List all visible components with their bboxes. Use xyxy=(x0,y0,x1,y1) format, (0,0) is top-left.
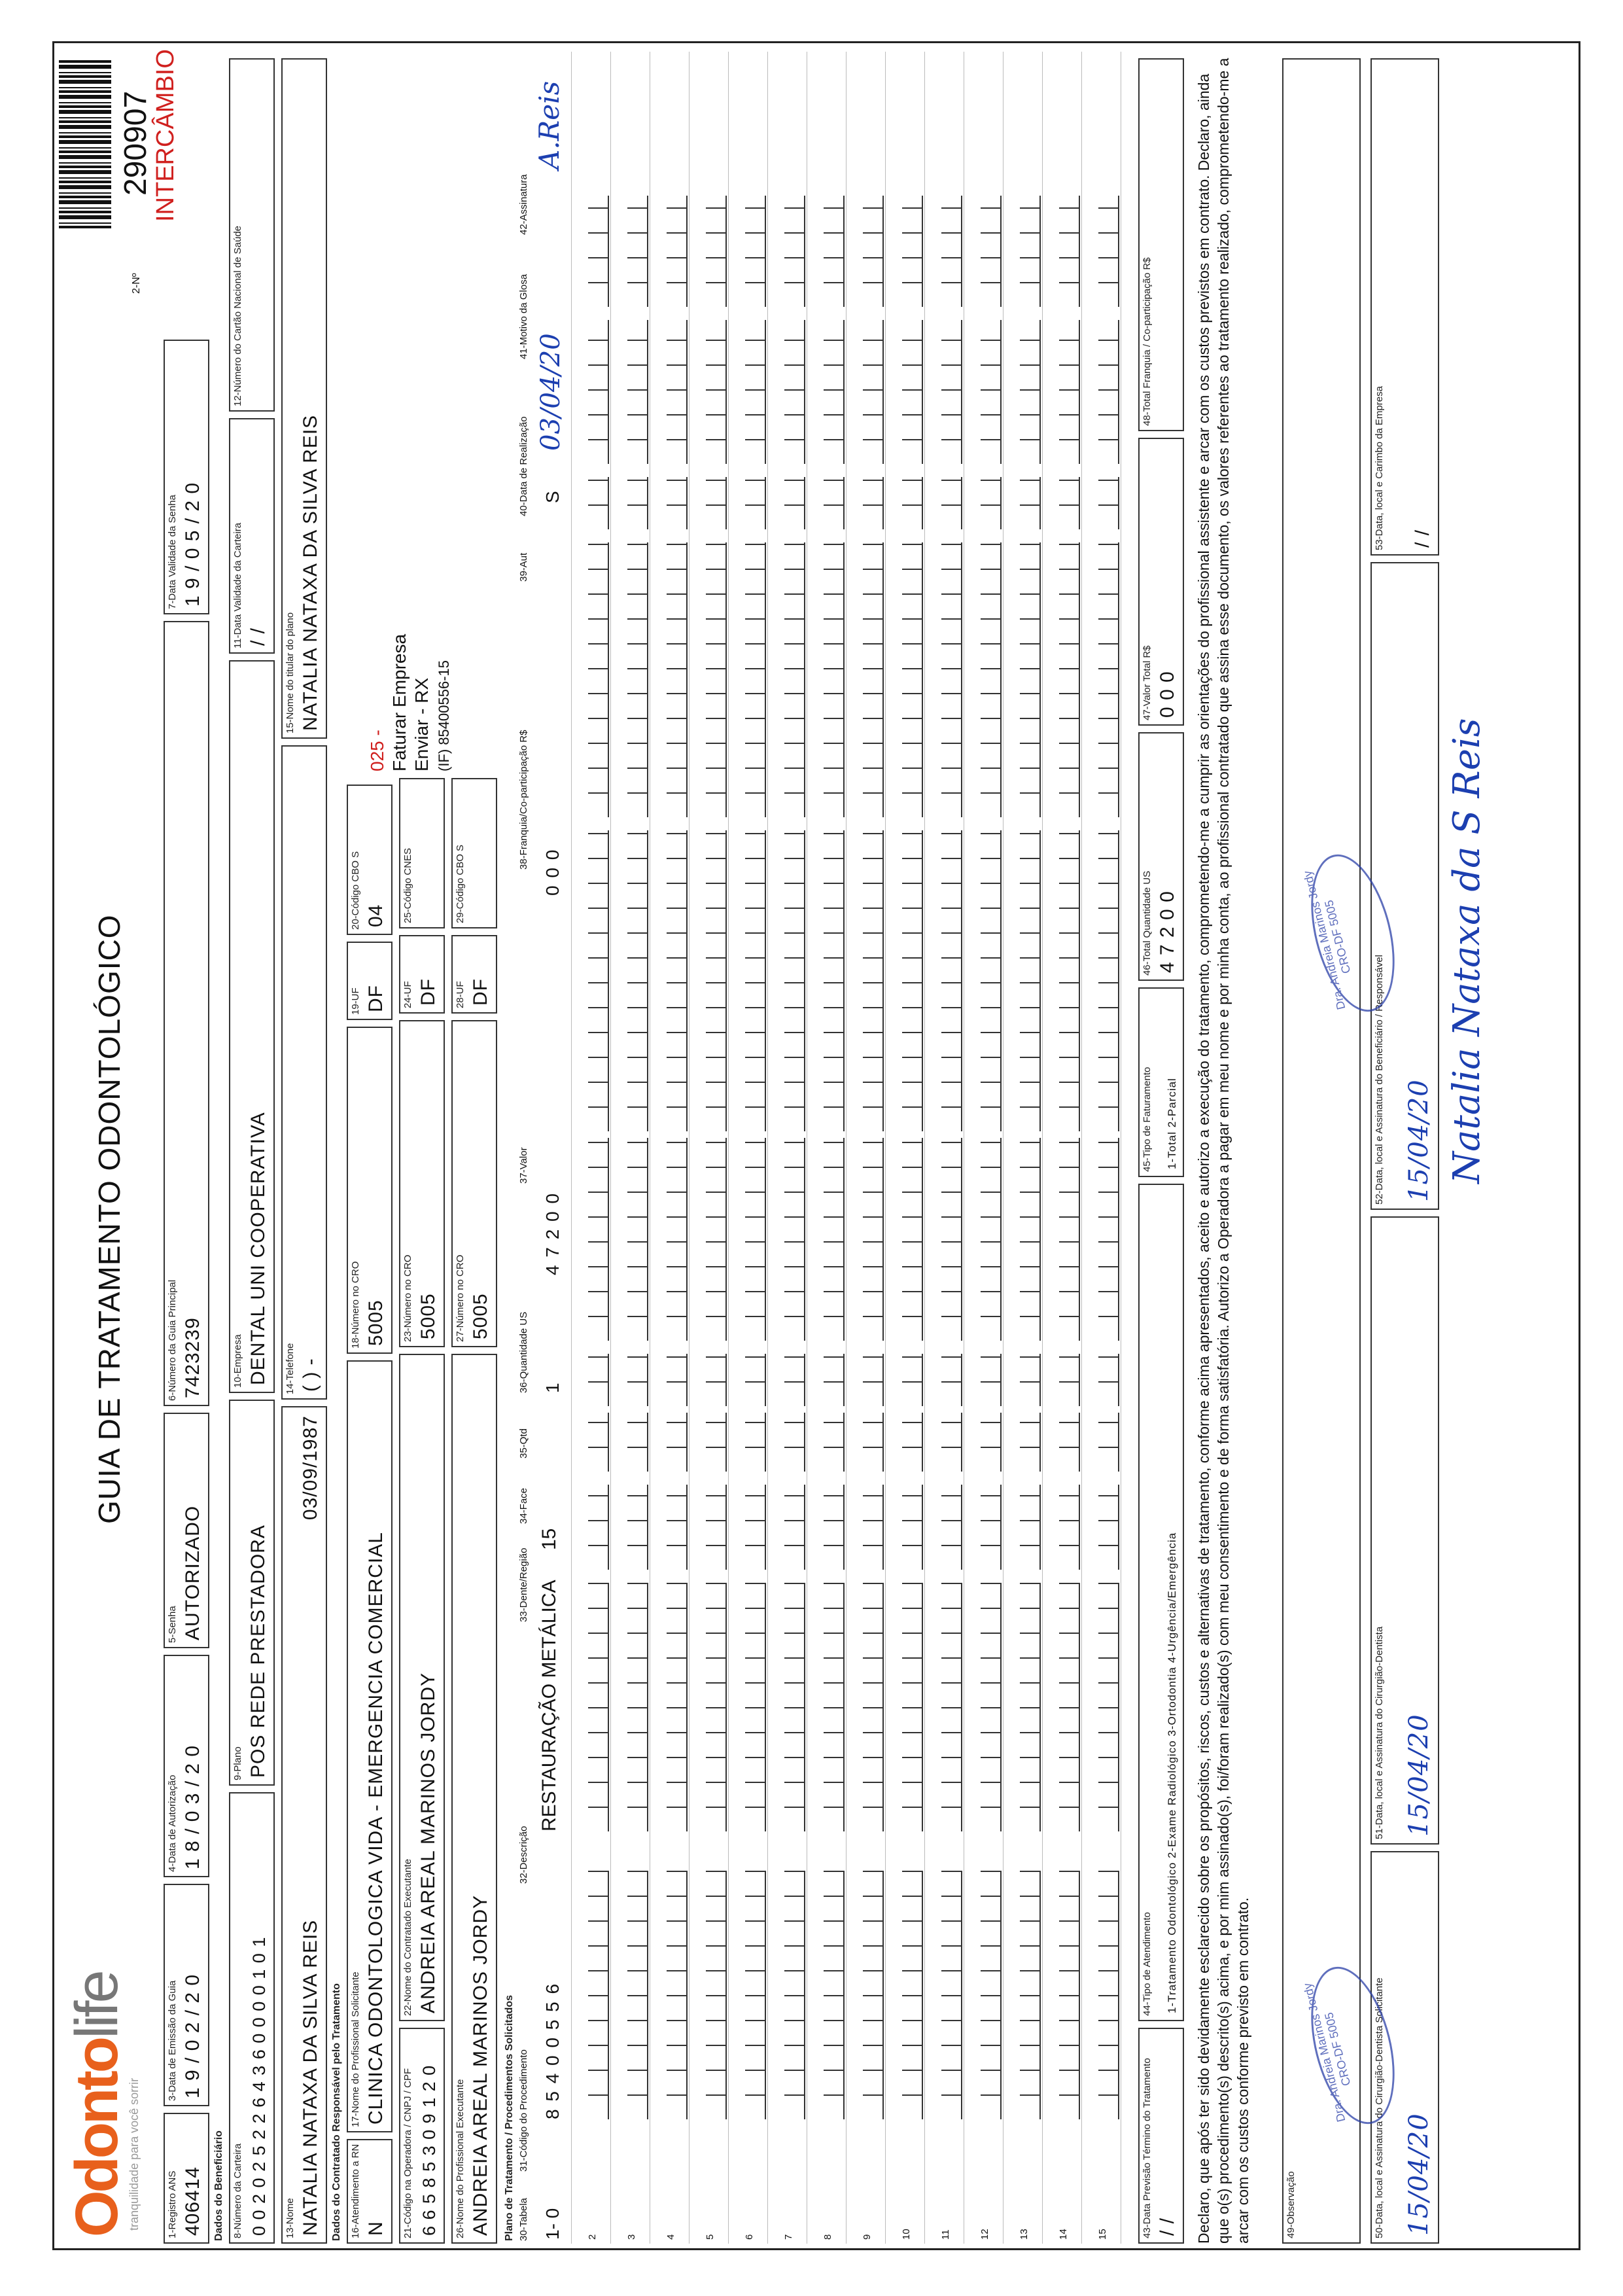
input-cells xyxy=(745,477,766,529)
input-cells xyxy=(981,830,1002,1131)
input-cells xyxy=(1020,1413,1041,1472)
input-cells xyxy=(1020,320,1041,464)
col-valor: 37-Valor xyxy=(518,1147,529,1184)
input-cells xyxy=(667,830,688,1131)
input-cells xyxy=(784,1138,805,1341)
input-cells xyxy=(981,1354,1002,1406)
input-cells xyxy=(627,1354,648,1406)
col-data-realizacao: 40-Data de Realização xyxy=(518,416,529,516)
input-cells xyxy=(824,1485,845,1570)
row-number: 13 xyxy=(1019,2229,1030,2240)
row-number: 3 xyxy=(626,2234,637,2240)
table-row xyxy=(1004,52,1043,2244)
input-cells xyxy=(706,1485,727,1570)
field-uf-contratado: 24-UF DF xyxy=(399,935,445,1014)
table-row xyxy=(572,52,611,2244)
input-cells xyxy=(784,196,805,307)
input-cells xyxy=(902,1871,923,2119)
input-cells xyxy=(863,1413,884,1472)
input-cells xyxy=(784,320,805,464)
field-uf-solicitante: 19-UF DF xyxy=(347,942,393,1020)
input-cells xyxy=(902,1354,923,1406)
field-cartao-nacional: 12-Número do Cartão Nacional de Saúde xyxy=(229,58,275,412)
input-cells xyxy=(706,320,727,464)
table-row xyxy=(886,52,925,2244)
input-cells xyxy=(1059,542,1080,817)
input-cells xyxy=(824,1583,845,1831)
input-cells xyxy=(706,477,727,529)
input-cells xyxy=(863,196,884,307)
table-row xyxy=(729,52,768,2244)
input-cells xyxy=(824,196,845,307)
field-cbo-executante: 29-Código CBO S xyxy=(451,778,497,928)
input-cells xyxy=(1098,1354,1119,1406)
field-cro-executante: 27-Número no CRO 5005 xyxy=(451,1020,497,1347)
input-cells xyxy=(902,542,923,817)
table-row xyxy=(808,52,846,2244)
input-cells xyxy=(745,1138,766,1341)
field-telefone: 14-Telefone ( ) - xyxy=(281,745,327,1400)
table-row xyxy=(612,52,650,2244)
input-cells xyxy=(627,1583,648,1831)
table-row xyxy=(847,52,886,2244)
input-cells xyxy=(1059,477,1080,529)
field-assinatura-beneficiario: 52-Data, local e Assinatura do Beneficiário / Responsável 15/04/20 xyxy=(1370,562,1439,1210)
input-cells xyxy=(588,542,609,817)
input-cells xyxy=(1059,1413,1080,1472)
input-cells xyxy=(706,830,727,1131)
input-cells xyxy=(863,1354,884,1406)
input-cells xyxy=(902,196,923,307)
input-cells xyxy=(627,1871,648,2119)
input-cells xyxy=(627,196,648,307)
field-cbo-solicitante: 20-Código CBO S 04 xyxy=(347,785,393,935)
section-procedimentos: Plano de Tratamento / Procedimentos Solicitados xyxy=(504,1994,515,2241)
field-cro-solicitante: 18-Número no CRO 5005 xyxy=(347,1027,393,1354)
field-total-franquia: 48-Total Franquia / Co-participação R$ xyxy=(1138,58,1184,431)
table-row xyxy=(1043,52,1082,2244)
input-cells xyxy=(667,320,688,464)
input-cells xyxy=(627,477,648,529)
input-cells xyxy=(627,1138,648,1341)
input-cells xyxy=(1020,542,1041,817)
field-data-emissao: 3-Data de Emissão da Guia 1 9 / 0 2 / 2 0 xyxy=(164,1884,209,2106)
birth-date: 03/09/1987 xyxy=(300,1415,321,1521)
input-cells xyxy=(981,1485,1002,1570)
field-profissional-executante: 26-Nome do Profissional Executante ANDREIA AREAL MARINOS JORDY xyxy=(451,1354,497,2244)
input-cells xyxy=(981,1871,1002,2119)
dentist-stamp-icon: Dra. Andreia Marinos Jordy CRO-DF 5005 xyxy=(1297,1958,1409,2133)
input-cells xyxy=(1098,1413,1119,1472)
field-tipo-atendimento: 44-Tipo de Atendimento 1-Tratamento Odontológico 2-Exame Radiológico 3-Ortodontia 4-Urgência/Emergência xyxy=(1138,1184,1184,2021)
input-cells xyxy=(667,1871,688,2119)
input-cells xyxy=(706,1354,727,1406)
input-cells xyxy=(667,477,688,529)
row-number: 4 xyxy=(665,2234,676,2240)
input-cells xyxy=(902,1138,923,1341)
input-cells xyxy=(784,1583,805,1831)
input-cells xyxy=(784,1354,805,1406)
input-cells xyxy=(1059,1138,1080,1341)
col-descricao: 32-Descrição xyxy=(518,1826,529,1884)
input-cells xyxy=(745,830,766,1131)
input-cells xyxy=(588,1583,609,1831)
input-cells xyxy=(1059,1354,1080,1406)
input-cells xyxy=(1059,196,1080,307)
input-cells xyxy=(981,320,1002,464)
field-rn: 16-Atendimento a RN N xyxy=(347,2139,393,2244)
input-cells xyxy=(1059,830,1080,1131)
field-numero-carteira: 8-Número da Carteira 0 0 2 0 2 5 2 2 6 4 3 6 0 0 0 0 1 0 1 xyxy=(229,1792,275,2244)
input-cells xyxy=(1098,477,1119,529)
input-cells xyxy=(667,1485,688,1570)
input-cells xyxy=(706,196,727,307)
input-cells xyxy=(941,1871,962,2119)
input-cells xyxy=(1020,1354,1041,1406)
input-cells xyxy=(1098,196,1119,307)
field-tipo-faturamento: 45-Tipo de Faturamento 1-Total 2-Parcial xyxy=(1138,987,1184,1177)
input-cells xyxy=(588,1138,609,1341)
input-cells xyxy=(902,1485,923,1570)
row-number: 7 xyxy=(783,2234,794,2240)
input-cells xyxy=(863,1871,884,2119)
input-cells xyxy=(667,1583,688,1831)
input-cells xyxy=(784,477,805,529)
field-assinatura-solicitante: 50-Data, local e Assinatura do Cirurgião-Dentista Solicitante 15/04/20 xyxy=(1370,1851,1439,2244)
input-cells xyxy=(706,1583,727,1831)
data-realizacao-handwritten: 03/04/20 xyxy=(536,333,566,451)
field-validade-carteira: 11-Data Validade da Carteira / / xyxy=(229,418,275,654)
table-row xyxy=(926,52,964,2244)
input-cells xyxy=(627,1485,648,1570)
odontolife-logo: Odontolife xyxy=(63,1972,130,2237)
field-senha: 5-Senha AUTORIZADO xyxy=(164,1413,209,1648)
input-cells xyxy=(863,1485,884,1570)
row-number: 5 xyxy=(705,2234,716,2240)
input-cells xyxy=(1020,1583,1041,1831)
field-cro-contratado: 23-Número no CRO 5005 xyxy=(399,1020,445,1347)
input-cells xyxy=(745,196,766,307)
row-number: 15 xyxy=(1097,2229,1108,2240)
input-cells xyxy=(1098,830,1119,1131)
input-cells xyxy=(902,320,923,464)
input-cells xyxy=(588,320,609,464)
field-valor-total: 47-Valor Total R$ 0 0 0 xyxy=(1138,438,1184,726)
input-cells xyxy=(784,830,805,1131)
input-cells xyxy=(863,542,884,817)
input-cells xyxy=(706,1413,727,1472)
input-cells xyxy=(981,1413,1002,1472)
input-cells xyxy=(667,542,688,817)
input-cells xyxy=(941,196,962,307)
field-cnes: 25-Código CNES xyxy=(399,778,445,928)
field-observacao: 49-Observação xyxy=(1282,58,1361,2244)
input-cells xyxy=(1059,1871,1080,2119)
field-data-autorizacao: 4-Data de Autorização 1 8 / 0 3 / 2 0 xyxy=(164,1655,209,1877)
field-plano: 9-Plano POS REDE PRESTADORA xyxy=(229,1400,275,1786)
col-aut: 39-Aut xyxy=(518,552,529,582)
section-beneficiario: Dados do Beneficiário xyxy=(213,2130,224,2241)
input-cells xyxy=(941,542,962,817)
input-cells xyxy=(706,542,727,817)
input-cells xyxy=(824,1138,845,1341)
input-cells xyxy=(745,542,766,817)
input-cells xyxy=(981,1583,1002,1831)
input-cells xyxy=(1020,1138,1041,1341)
input-cells xyxy=(784,542,805,817)
field-total-us: 46-Total Quantidade US 4 7 2 0 0 xyxy=(1138,732,1184,981)
input-cells xyxy=(824,320,845,464)
field-nome: 13-Nome NATALIA NATAXA DA SILVA REIS 03/09/1987 xyxy=(281,1406,327,2244)
row-number: 6 xyxy=(744,2234,755,2240)
input-cells xyxy=(745,1583,766,1831)
input-cells xyxy=(863,1583,884,1831)
input-cells xyxy=(627,830,648,1131)
billing-note: 025 - Faturar Empresa Enviar - RX (IF) 85400556-15 xyxy=(367,633,452,771)
field-empresa: 10-Empresa DENTAL UNI COOPERATIVA xyxy=(229,660,275,1393)
field-uf-executante: 28-UF DF xyxy=(451,935,497,1014)
signature-row1-icon: A.Reis xyxy=(533,80,565,169)
input-cells xyxy=(824,1413,845,1472)
input-cells xyxy=(1059,1583,1080,1831)
input-cells xyxy=(588,1413,609,1472)
input-cells xyxy=(863,477,884,529)
input-cells xyxy=(981,196,1002,307)
input-cells xyxy=(902,830,923,1131)
input-cells xyxy=(1020,830,1041,1131)
col-franquia: 38-Franquia/Co-participação R$ xyxy=(518,730,529,870)
col-tabela: 30-Tabela xyxy=(518,2198,529,2241)
guia-number-label: 2-Nº xyxy=(131,273,142,294)
input-cells xyxy=(1098,1583,1119,1831)
col-glosa: 41-Motivo da Glosa xyxy=(518,274,529,359)
patient-signature: Natalia Nataxa da S Reis xyxy=(1446,718,1488,1184)
field-titular: 15-Nome do titular do plano NATALIA NATAXA DA SILVA REIS xyxy=(281,58,327,739)
field-profissional-solicitante: 17-Nome do Profissional Solicitante CLINICA ODONTOLOGICA VIDA - EMERGENCIA COMERCIAL xyxy=(347,1360,393,2132)
input-cells xyxy=(1098,1485,1119,1570)
input-cells xyxy=(824,830,845,1131)
input-cells xyxy=(902,477,923,529)
input-cells xyxy=(981,1138,1002,1341)
input-cells xyxy=(1098,320,1119,464)
input-cells xyxy=(1098,542,1119,817)
input-cells xyxy=(667,196,688,307)
input-cells xyxy=(941,1138,962,1341)
col-us: 36-Quantidade US xyxy=(518,1311,529,1393)
table-row xyxy=(651,52,689,2244)
input-cells xyxy=(824,1871,845,2119)
table-row: 1- 0 8 5 4 0 0 5 5 6 RESTAURAÇÃO METÁLICA 15 1 4 7 2 0 0 0 0 0 S 03/04/20 A.Reis xyxy=(533,52,572,2244)
input-cells xyxy=(745,1485,766,1570)
input-cells xyxy=(667,1138,688,1341)
field-guia-principal: 6-Número da Guia Principal 7423239 xyxy=(164,621,209,1406)
input-cells xyxy=(627,542,648,817)
field-contratado-executante: 22-Nome do Contratado Executante ANDREIA AREAL MARINOS JORDY xyxy=(399,1354,445,2021)
row-number: 11 xyxy=(940,2229,951,2240)
field-validade-senha: 7-Data Validade da Senha 1 9 / 0 5 / 2 0 xyxy=(164,340,209,614)
input-cells xyxy=(588,196,609,307)
page-title: GUIA DE TRATAMENTO ODONTOLÓGICO xyxy=(92,914,126,1524)
input-cells xyxy=(941,320,962,464)
input-cells xyxy=(588,1871,609,2119)
input-cells xyxy=(784,1413,805,1472)
input-cells xyxy=(588,830,609,1131)
input-cells xyxy=(981,477,1002,529)
field-registro-ans: 1-Registro ANS 406414 xyxy=(164,2113,209,2244)
field-data-termino: 43-Data Previsão Término do Tratamento / / xyxy=(1138,2028,1184,2244)
input-cells xyxy=(941,1583,962,1831)
input-cells xyxy=(784,1485,805,1570)
section-contratado: Dados do Contratado Responsável pelo Tratamento xyxy=(331,1983,342,2241)
input-cells xyxy=(588,1354,609,1406)
field-carimbo-empresa: 53-Data, local e Carimbo da Empresa / / xyxy=(1370,58,1439,556)
input-cells xyxy=(941,1354,962,1406)
input-cells xyxy=(588,1485,609,1570)
input-cells xyxy=(745,1871,766,2119)
row-number: 2 xyxy=(587,2234,598,2240)
input-cells xyxy=(667,1354,688,1406)
input-cells xyxy=(745,1413,766,1472)
row-number: 14 xyxy=(1058,2229,1069,2240)
input-cells xyxy=(745,320,766,464)
input-cells xyxy=(863,320,884,464)
input-cells xyxy=(902,1413,923,1472)
col-dente: 33-Dente/Região xyxy=(518,1547,529,1622)
col-face: 34-Face xyxy=(518,1487,529,1524)
table-row xyxy=(1083,52,1121,2244)
input-cells xyxy=(784,1871,805,2119)
col-qtd: 35-Qtd xyxy=(518,1428,529,1458)
input-cells xyxy=(706,1871,727,2119)
input-cells xyxy=(1020,1871,1041,2119)
input-cells xyxy=(863,830,884,1131)
input-cells xyxy=(667,1413,688,1472)
input-cells xyxy=(588,477,609,529)
input-cells xyxy=(1098,1138,1119,1341)
input-cells xyxy=(902,1583,923,1831)
table-row xyxy=(690,52,729,2244)
dentist-stamp-icon-2: Dra. Andreia Marinos Jordy CRO-DF 5005 xyxy=(1297,846,1409,1021)
row-number: 12 xyxy=(979,2229,990,2240)
input-cells xyxy=(941,477,962,529)
input-cells xyxy=(706,1138,727,1341)
input-cells xyxy=(1020,1485,1041,1570)
intercambio-label: INTERCÂMBIO xyxy=(152,49,179,222)
input-cells xyxy=(981,542,1002,817)
input-cells xyxy=(627,1413,648,1472)
col-assinatura: 42-Assinatura xyxy=(518,174,529,235)
input-cells xyxy=(1059,1485,1080,1570)
field-codigo-operadora: 21-Código na Operadora / CNPJ / CPF 6 6 5 8 5 3 0 9 1 2 0 xyxy=(399,2028,445,2244)
input-cells xyxy=(1020,196,1041,307)
table-row xyxy=(965,52,1003,2244)
row-number: 10 xyxy=(901,2229,912,2240)
input-cells xyxy=(863,1138,884,1341)
input-cells xyxy=(941,830,962,1131)
input-cells xyxy=(1098,1871,1119,2119)
barcode-icon xyxy=(59,58,111,228)
input-cells xyxy=(824,542,845,817)
input-cells xyxy=(824,1354,845,1406)
input-cells xyxy=(1020,477,1041,529)
input-cells xyxy=(745,1354,766,1406)
declaration-text: Declaro, que após ter sido devidamente esclarecido sobre os propósitos, riscos, custos e alternativas de tratamento, conforme acima apresentados, aceito e autorizo a execução do tratamento, comprometendo-me a cumprir as orientações do profissional assistente e arcar com os custos previstos em contrato. Declaro, ainda que o(s) procedimento(s) descrito(s) acima, e por mim assinado(s), foi/foram realizado(s) com meu consentimento e de forma satisfatória. Autorizo a Operadora a pagar em meu nome e por minha conta, ao profissional contratado que assina esse documento, os valores referentes ao tratamento realizado, comprometendo-me a arcar com os custos conforme previsto em contrato. xyxy=(1195,58,1251,2244)
guia-number: 290907 xyxy=(118,90,153,196)
input-cells xyxy=(941,1413,962,1472)
row-number: 8 xyxy=(822,2234,833,2240)
table-row xyxy=(769,52,807,2244)
input-cells xyxy=(824,477,845,529)
input-cells xyxy=(1059,320,1080,464)
logo-tagline: tranquilidade para você sorrir xyxy=(128,2077,141,2231)
input-cells xyxy=(627,320,648,464)
field-assinatura-dentista: 51-Data, local e Assinatura do Cirurgião-Dentista 15/04/20 xyxy=(1370,1216,1439,1845)
col-codigo: 31-Código do Procedimento xyxy=(518,2049,529,2172)
row-number: 9 xyxy=(862,2234,873,2240)
input-cells xyxy=(941,1485,962,1570)
